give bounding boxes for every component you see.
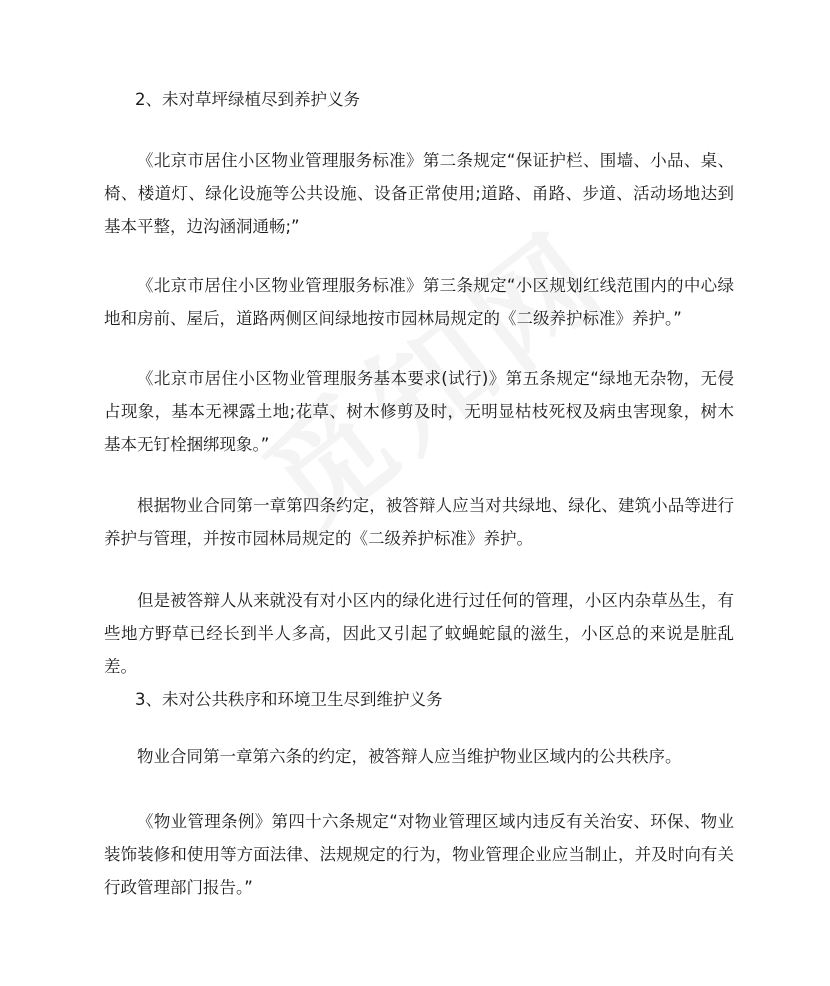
paragraph-property-regulation-article-46: 《物业管理条例》第四十六条规定“对物业管理区域内违反有关治安、环保、物业装饰装修和使用等方面法律、法规规定的行为，物业管理企业应当制止，并及时向有关行政管理部门报告。” [104, 812, 734, 897]
paragraph-contract-chapter-1-article-6: 物业合同第一章第六条的约定，被答辩人应当维护物业区域内的公共秩序。 [137, 747, 682, 766]
section-heading-2: 2、未对草坪绿植尽到养护义务 [135, 90, 360, 109]
section-heading-3: 3、未对公共秩序和环境卫生尽到维护义务 [135, 690, 443, 709]
paragraph-basic-requirements-article-5: 《北京市居住小区物业管理服务基本要求(试行)》第五条规定“绿地无杂物，无侵占现象，基本无裸露土地;花草、树木修剪及时，无明显枯枝死杈及病虫害现象，树木基本无钉栓捆绑现象。” [104, 369, 734, 454]
paragraph-standard-article-3: 《北京市居住小区物业管理服务标准》第三条规定“小区规划红线范围内的中心绿地和房前、屋后，道路两侧区间绿地按市园林局规定的《二级养护标准》养护。” [104, 276, 734, 328]
paragraph-no-greening-management: 但是被答辩人从来就没有对小区内的绿化进行过任何的管理，小区内杂草丛生，有些地方野草已经长到半人多高，因此又引起了蚊蝇蛇鼠的滋生，小区总的来说是脏乱差。 [104, 591, 734, 676]
paragraph-contract-chapter-1-article-4: 根据物业合同第一章第四条约定，被答辩人应当对共绿地、绿化、建筑小品等进行养护与管理，并按市园林局规定的《二级养护标准》养护。 [104, 496, 734, 548]
paragraph-standard-article-2: 《北京市居住小区物业管理服务标准》第二条规定“保证护栏、围墙、小品、桌、椅、楼道灯、绿化设施等公共设施、设备正常使用;道路、甬路、步道、活动场地达到基本平整，边沟涵洞通畅;” [104, 151, 734, 236]
